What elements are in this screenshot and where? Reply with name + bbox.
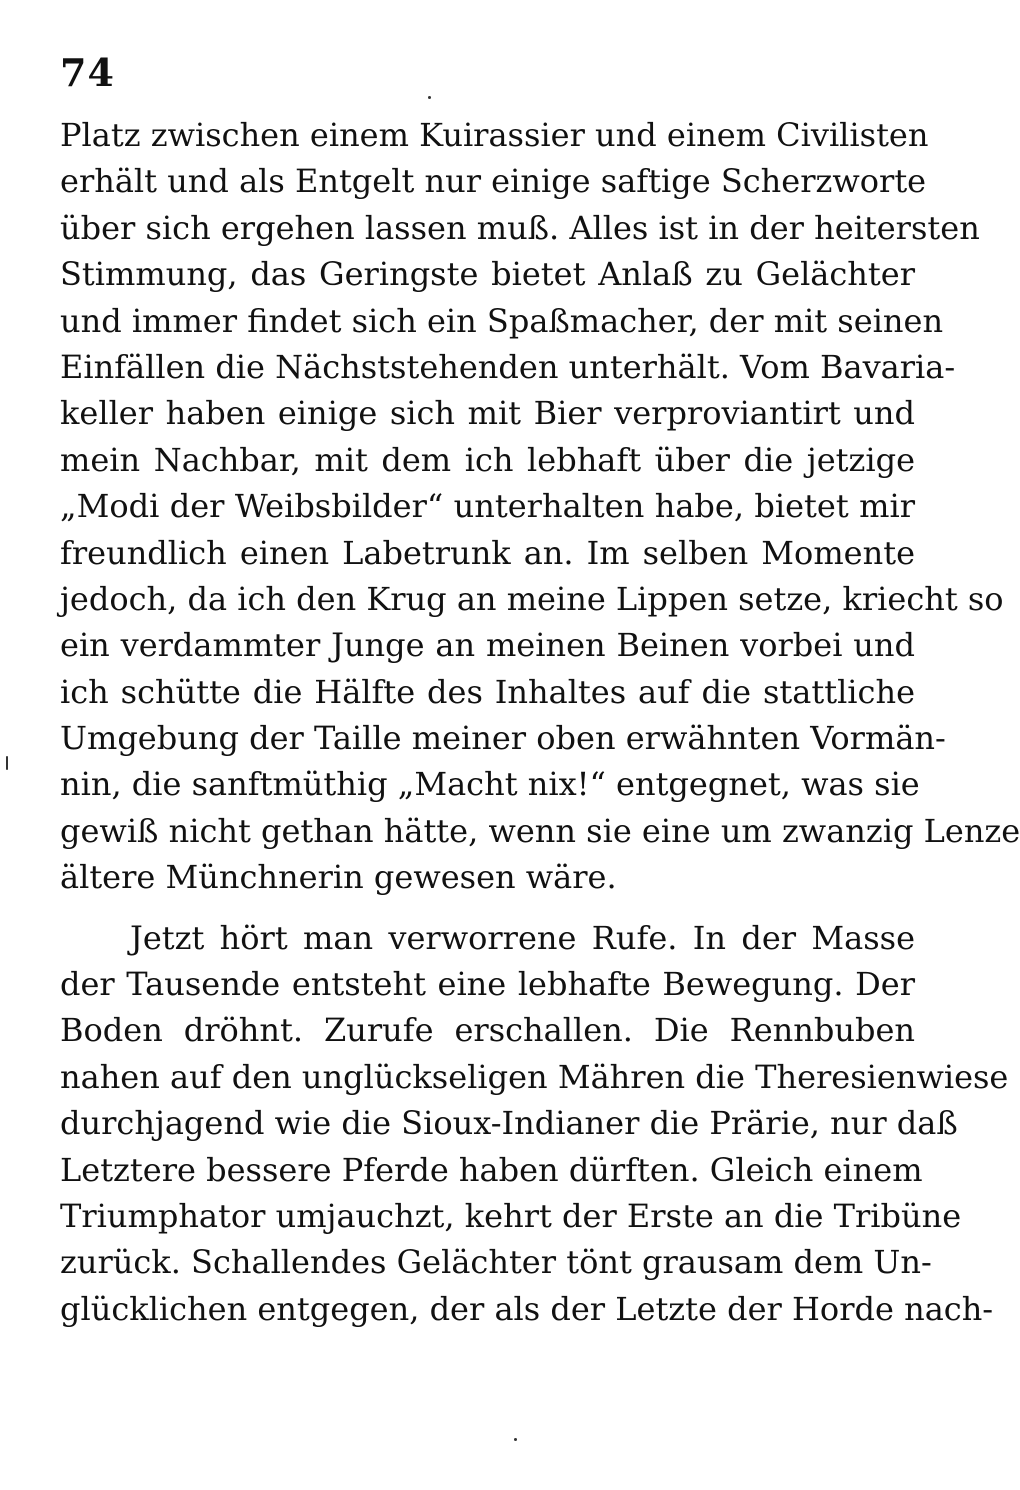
- paragraph: [60, 112, 1020, 901]
- text-line: mein Nachbar, mit dem ich lebhaft über die jetzige: [60, 440, 915, 479]
- body-text: [60, 112, 1020, 1332]
- text-line: Stimmung, das Geringste bietet Anlaß zu Gelächter: [60, 255, 915, 294]
- text-line: Jetzt hört man verworrene Rufe. In der Masse: [130, 918, 915, 957]
- scan-speck: [514, 1438, 517, 1441]
- text-line: Boden dröhnt. Zurufe erschallen. Die Rennbuben: [60, 1011, 915, 1050]
- paragraph: [60, 915, 1009, 1333]
- text-line: nin, die sanftmüthig „Macht nix!“ entgegnet, was sie: [60, 765, 920, 804]
- text-line: zurück. Schallendes Gelächter tönt grausam dem Un-: [60, 1243, 932, 1282]
- text-line: Umgebung der Taille meiner oben erwähnten Vormän-: [60, 719, 946, 758]
- text-line: „Modi der Weibsbilder“ unterhalten habe, bietet mir: [60, 487, 915, 526]
- text-line: ein verdammter Junge an meinen Beinen vorbei und: [60, 626, 915, 665]
- text-line: durchjagend wie die Sioux-Indianer die Prärie, nur daß: [60, 1104, 958, 1143]
- paragraph-gap: [60, 901, 915, 915]
- text-line: glücklichen entgegen, der als der Letzte der Horde nach-: [60, 1289, 994, 1328]
- text-line: Platz zwischen einem Kuirassier und einem Civilisten: [60, 116, 929, 154]
- text-line: ältere Münchnerin gewesen wäre.: [60, 858, 617, 897]
- text-line: Letztere bessere Pferde haben dürften. Gleich einem: [60, 1150, 923, 1189]
- text-line: gewiß nicht gethan hätte, wenn sie eine um zwanzig Lenze: [60, 811, 1020, 850]
- text-line: und immer findet sich ein Spaßmacher, der mit seinen: [60, 301, 944, 340]
- text-line: Einfällen die Nächststehenden unterhält. Vom Bavaria-: [60, 347, 956, 386]
- text-line: freundlich einen Labetrunk an. Im selben Momente: [60, 533, 915, 572]
- text-line: ich schütte die Hälfte des Inhaltes auf die stattliche: [60, 672, 915, 711]
- text-line: über sich ergehen lassen muß. Alles ist in der heitersten: [60, 208, 980, 247]
- page-number: 74: [60, 50, 115, 95]
- text-line: der Tausende entsteht eine lebhafte Bewegung. Der: [60, 965, 915, 1004]
- text-line: Triumphator umjauchzt, kehrt der Erste an die Tribüne: [60, 1196, 962, 1235]
- text-line: erhält und als Entgelt nur einige saftige Scherzworte: [60, 162, 927, 201]
- scan-speck: [6, 756, 8, 770]
- text-line: nahen auf den unglückseligen Mähren die Theresienwiese: [60, 1057, 1009, 1096]
- text-line: jedoch, da ich den Krug an meine Lippen setze, kriecht so: [60, 579, 1004, 618]
- scan-speck: [428, 96, 431, 99]
- text-line: keller haben einige sich mit Bier verproviantirt und: [60, 394, 915, 433]
